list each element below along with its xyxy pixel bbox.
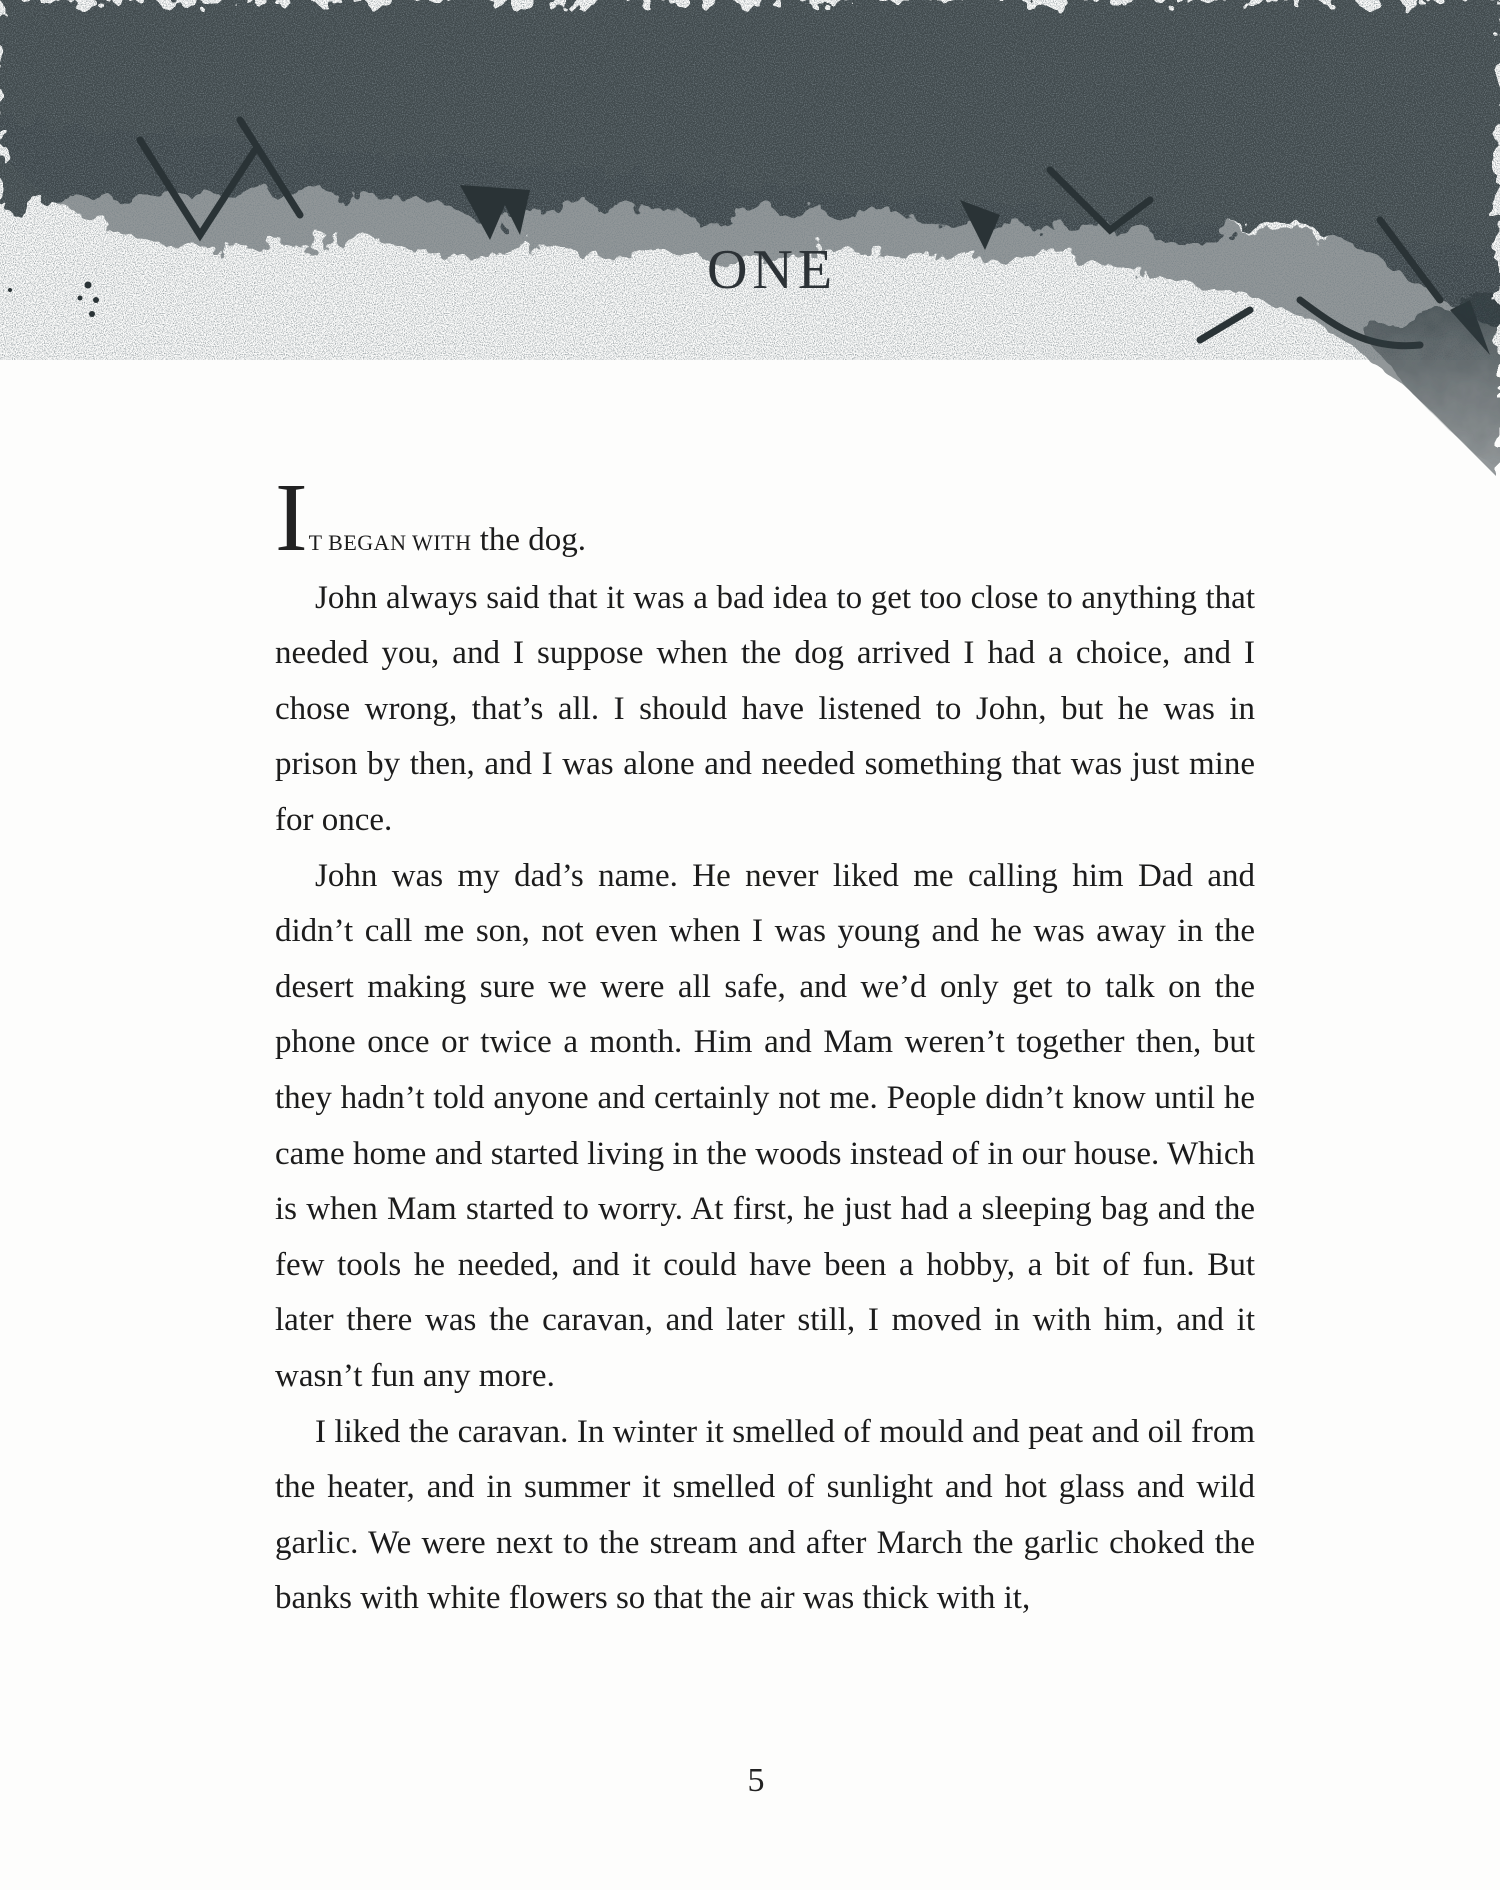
page-number: 5 (747, 1762, 765, 1799)
paragraph: I liked the caravan. In winter it smelled of mould and peat and oil from the heater, and in summer it smelled of sunlight and hot glass and wild garlic. We were next to the stream and after March the garlic choked the banks with white flowers so that the air was thick with it, (275, 1413, 1255, 1617)
paragraph: John was my dad’s name. He never liked me calling him Dad and didn’t call me son, not even when I was young and he was away in the desert making sure we were all safe, and we’d only get to talk on the phone once or twice a month. Him and Mam weren’t together then, but they hadn’t told anyone and certainly not me. People didn’t know until he came home and started living in the woods instead of in our house. Which is when Mam started to worry. At first, he just had a sleeping bag and the few tools he needed, and it could have been a hobby, a bit of fun. But later there was the caravan, and later still, I moved in with him, and it wasn’t fun any more. (275, 857, 1255, 1394)
opening-rest: the dog. (471, 522, 587, 558)
opening-smallcaps: T BEGAN WITH (308, 530, 472, 555)
paragraph: John always said that it was a bad idea to get too close to anything that needed you, and I suppose when the dog arrived I had a choice, and I chose wrong, that’s all. I should have listened to John, but he was in prison by then, and I was alone and needed something that was just mine for once. (275, 579, 1255, 838)
drop-cap: I (275, 464, 308, 572)
body-text (275, 464, 1255, 1627)
chapter-title: ONE (706, 239, 838, 301)
opening-paragraph (275, 464, 1255, 572)
